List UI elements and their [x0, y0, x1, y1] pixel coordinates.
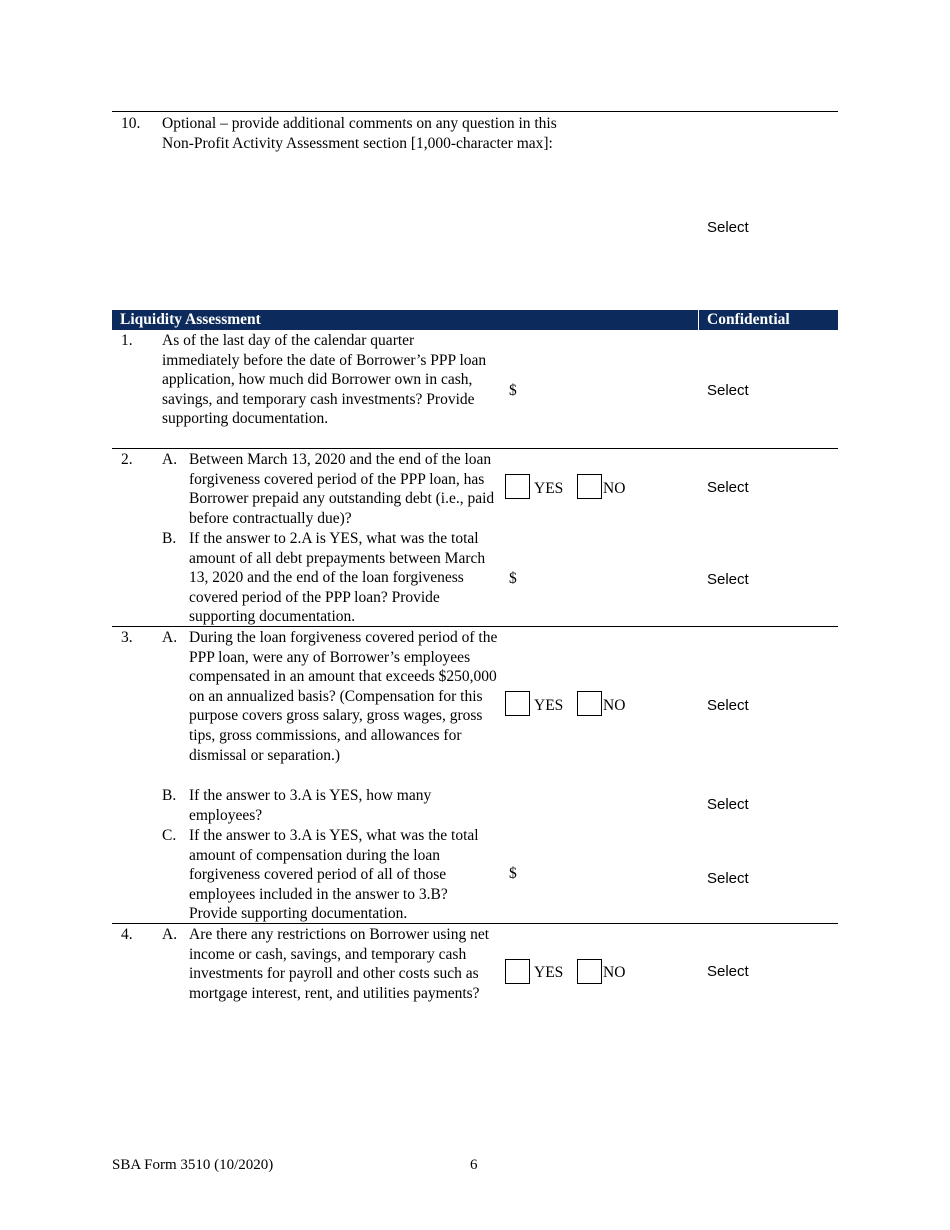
q4a-text: Are there any restrictions on Borrower using net income or cash, savings, and temporary cash investments for payroll and other costs such as mortgage interest, rent, and utilities payments?	[189, 926, 490, 1002]
q3b-text: If the answer to 3.A is YES, how many employees?	[189, 787, 432, 824]
q3a-select[interactable]: Select	[707, 697, 749, 714]
q10-text-line2: Non-Profit Activity Assessment section [1,000-character max]:	[162, 134, 553, 152]
q10-select[interactable]: Select	[707, 219, 749, 236]
q3a-yes-checkbox[interactable]	[505, 691, 530, 716]
q10-text	[162, 114, 682, 153]
q2b-text: If the answer to 2.A is YES, what was the total amount of all debt prepayments between March 13, 2020 and the end of the loan forgiveness covered period of the PPP loan? Provide supporting documentation.	[189, 530, 486, 626]
q4a-no-label: NO	[603, 964, 626, 981]
q2a-yes-checkbox[interactable]	[505, 474, 530, 499]
q2a-no-label: NO	[603, 480, 626, 497]
q10-number: 10.	[121, 115, 141, 132]
q2b-select[interactable]: Select	[707, 571, 749, 588]
q3a-no-label: NO	[603, 697, 626, 714]
q10-text-line1: Optional – provide additional comments on any question in this	[162, 115, 557, 132]
q3c-letter: C.	[162, 827, 177, 844]
q1-number: 1.	[121, 332, 133, 349]
q1-select[interactable]: Select	[707, 382, 749, 399]
confidential-label: Confidential	[707, 311, 790, 328]
q1-text: As of the last day of the calendar quarter immediately before the date of Borrower’s PPP loan application, how much did Borrower own in cash, savings, and temporary cash investments? Provide supporting documentation.	[162, 332, 487, 428]
header-divider	[698, 310, 699, 330]
q4a-yes-checkbox[interactable]	[505, 959, 530, 984]
q4a-yes-label: YES	[534, 964, 564, 981]
q2a-letter: A.	[162, 451, 178, 468]
q2a-yes-label: YES	[534, 480, 564, 497]
q4a-select[interactable]: Select	[707, 963, 749, 980]
q3a-yes-label: YES	[534, 697, 564, 714]
q3a-text: During the loan forgiveness covered period of the PPP loan, were any of Borrower’s employees compensated in an amount that exceeds $250,000 on an annualized basis? (Compensation for this purpose covers gross salary, gross wages, gross tips, gross commissions, and allowances for dismissal or separation.)	[189, 629, 498, 764]
q2a-no-checkbox[interactable]	[577, 474, 602, 499]
q4-number: 4.	[121, 926, 133, 943]
q1-rule	[112, 448, 838, 449]
q2-rule	[112, 626, 838, 627]
liquidity-assessment-header	[112, 310, 838, 330]
q3b-letter: B.	[162, 787, 177, 804]
q3a-no-checkbox[interactable]	[577, 691, 602, 716]
q2a-select[interactable]: Select	[707, 479, 749, 496]
q2b-currency: $	[509, 570, 517, 587]
q3c-select[interactable]: Select	[707, 870, 749, 887]
q4a-letter: A.	[162, 926, 178, 943]
q3-number: 3.	[121, 629, 133, 646]
q1-currency: $	[509, 382, 517, 399]
q3a-letter: A.	[162, 629, 178, 646]
q3-rule	[112, 923, 838, 924]
q2-number: 2.	[121, 451, 133, 468]
q2b-letter: B.	[162, 530, 177, 547]
q3c-text: If the answer to 3.A is YES, what was the total amount of compensation during the loan forgiveness covered period of all of those employees included in the answer to 3.B? Provide supporting documentation.	[189, 827, 479, 923]
q3c-currency: $	[509, 865, 517, 882]
page-number: 6	[470, 1157, 478, 1173]
q2a-text: Between March 13, 2020 and the end of the loan forgiveness covered period of the PPP loan, has Borrower prepaid any outstanding debt (i.e., paid before contractually due)?	[189, 451, 495, 527]
section-title: Liquidity Assessment	[120, 311, 261, 328]
form-footer: SBA Form 3510 (10/2020)	[112, 1157, 274, 1173]
q4a-no-checkbox[interactable]	[577, 959, 602, 984]
q3b-select[interactable]: Select	[707, 796, 749, 813]
top-rule	[112, 111, 838, 112]
